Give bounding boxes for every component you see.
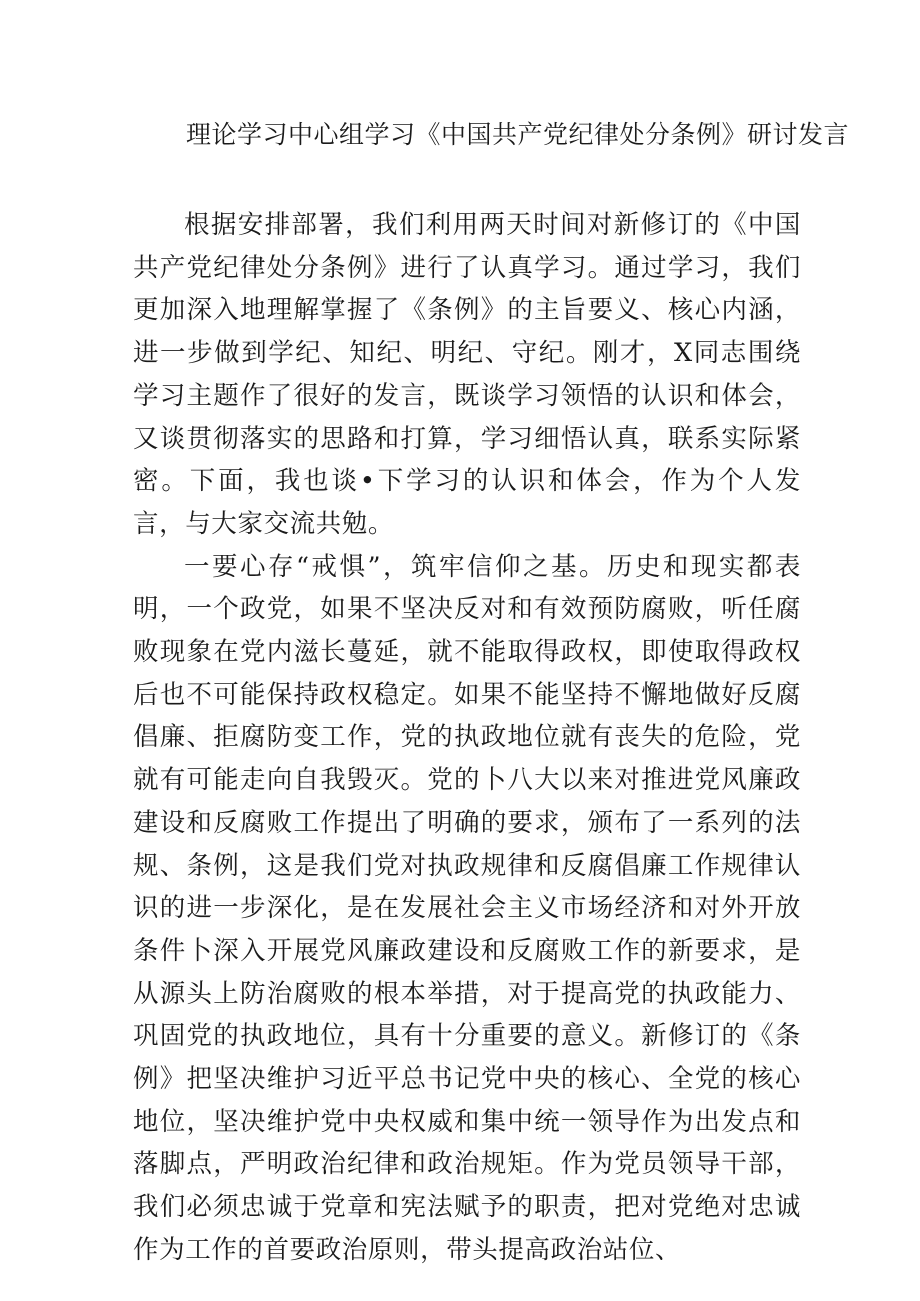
- paragraph-intro: 根据安排部署，我们利用两天时间对新修订的《中国共产党纪律处分条例》进行了认真学习。通过学习，我们更加深入地理解掌握了《条例》的主旨要义、核心内涵，进一步做到学纪、知纪、明纪、守纪。刚才，X同志围绕学习主题作了很好的发言，既谈学习领悟的认识和体会，又谈贯彻落实的思路和打算，学习细悟认真，联系实际紧密。下面，我也谈•下学习的认识和体会，作为个人发言，与大家交流共勉。: [133, 210, 801, 539]
- paragraph-point-one: 一要心存“戒惧”，筑牢信仰之基。历史和现实都表明，一个政党，如果不坚决反对和有效预防腐败，听任腐败现象在党内滋长蔓延，就不能取得政权，即使取得政权后也不可能保持政权稳定。如果不能坚持不懈地做好反腐倡廉、拒腐防变工作，党的执政地位就有丧失的危险，党就有可能走向自我毁灭。党的卜八大以来对推进党风廉政建设和反腐败工作提出了明确的要求，颁布了一系列的法规、条例，这是我们党对执政规律和反腐倡廉工作规律认识的进一步深化，是在发展社会主义市场经济和对外开放条件卜深入开展党风廉政建设和反腐败工作的新要求，是从源头上防治腐败的根本举措，对于提高党的执政能力、巩固党的执政地位，具有十分重要的意义。新修订的《条例》把坚决维护习近平总书记党中央的核心、全党的核心地位，坚决维护党中央权威和集中统一领导作为出发点和落脚点，严明政治纪律和政治规矩。作为党员领导干部，我们必须忠诚于党章和宪法赋予的职责，把对党绝对忠诚作为工作的首要政治原则，带头提高政治站位、: [133, 551, 801, 1265]
- document-body: [133, 204, 801, 1272]
- document-title: 理论学习中心组学习《中国共产党纪律处分条例》研讨发言: [186, 120, 850, 149]
